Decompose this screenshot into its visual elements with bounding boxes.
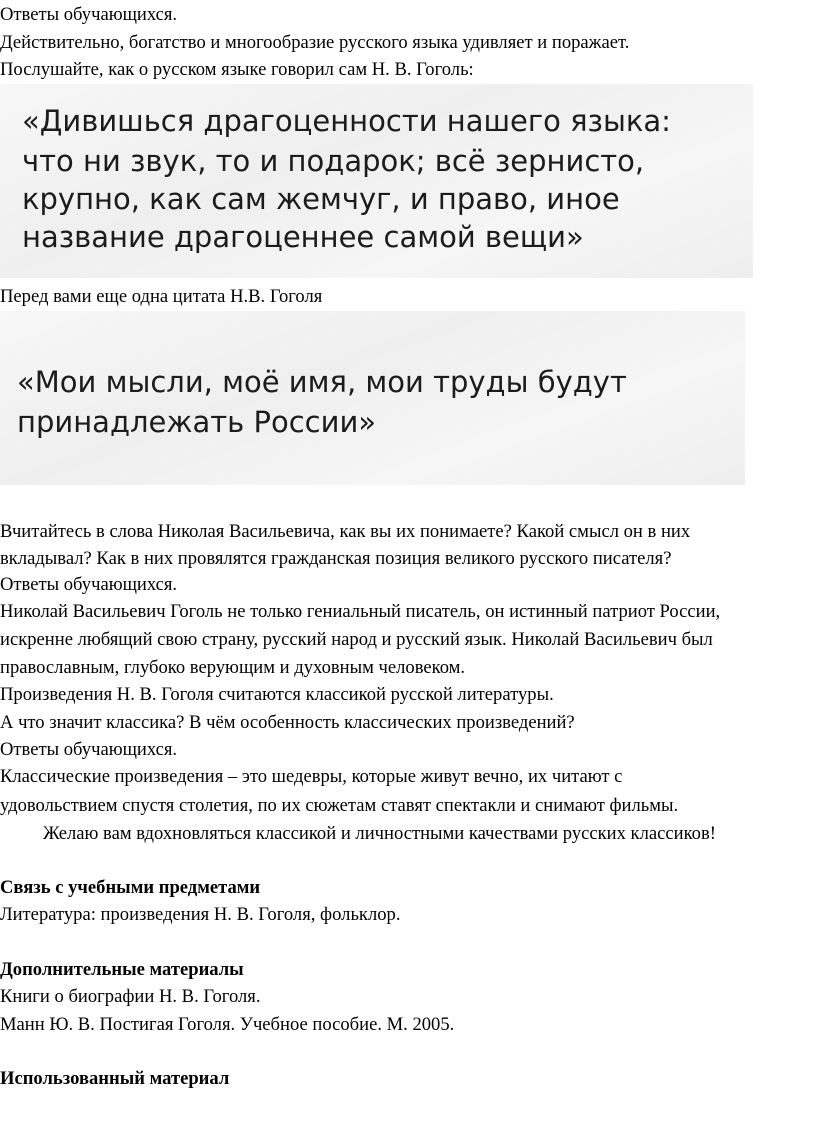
subjects-text: Литература: произведения Н. В. Гоголя, фольклор. [0,904,401,925]
body-line-11: удовольствием спустя столетия, по их сюжетам ставят спектакли и снимают фильмы. [0,795,679,816]
body-line-7: Произведения Н. В. Гоголя считаются классикой русской литературы. [0,684,554,705]
intro-line-3: Послушайте, как о русском языке говорил сам Н. В. Гоголь: [0,59,474,80]
quote1-line-3: крупно, как сам жемчуг, и право, иное [22,182,620,216]
gogol-quote-image-2 [0,311,745,485]
body-line-1: Вчитайтесь в слова Николая Васильевича, как вы их понимаете? Какой смысл он в них [0,521,691,542]
extra-heading: Дополнительные материалы [0,959,244,980]
body-line-10: Классические произведения – это шедевры, которые живут вечно, их читают с [0,766,623,787]
body-line-6: православным, глубоко верующим и духовным человеком. [0,657,466,678]
body-line-4: Николай Васильевич Гоголь не только гениальный писатель, он истинный патриот России, [0,601,721,622]
subjects-heading: Связь с учебными предметами [0,877,261,898]
quote1-line-1: «Дивишься драгоценности нашего языка: [22,104,671,138]
extra-line-2: Манн Ю. В. Постигая Гоголя. Учебное пособие. М. 2005. [0,1014,455,1035]
body-line-8: А что значит классика? В чём особенность классических произведений? [0,712,575,733]
gogol-quote-image-1 [0,84,753,278]
intro-line-1: Ответы обучающихся. [0,4,178,25]
body-line-2: вкладывал? Как в них провялятся гражданская позиция великого русского писателя? [0,548,672,569]
body-line-3: Ответы обучающихся. [0,574,178,595]
quote1-line-2: что ни звук, то и подарок; всё зернисто, [22,144,645,178]
quote2-line-2: принадлежать России» [17,405,377,439]
intro-line-2: Действительно, богатство и многообразие русского языка удивляет и поражает. [0,32,630,53]
body-line-5: искренне любящий свою страну, русский народ и русский язык. Николай Васильевич был [0,629,713,650]
extra-line-1: Книги о биографии Н. В. Гоголя. [0,986,261,1007]
quote1-line-4: название драгоценнее самой вещи» [22,220,584,254]
quote2-line-1: «Мои мысли, моё имя, мои труды будут [17,365,627,399]
between-line: Перед вами еще одна цитата Н.В. Гоголя [0,286,323,307]
used-heading: Использованный материал [0,1068,230,1089]
body-line-9: Ответы обучающихся. [0,739,178,760]
body-line-12: Желаю вам вдохновляться классикой и личностными качествами русских классиков! [43,823,716,844]
